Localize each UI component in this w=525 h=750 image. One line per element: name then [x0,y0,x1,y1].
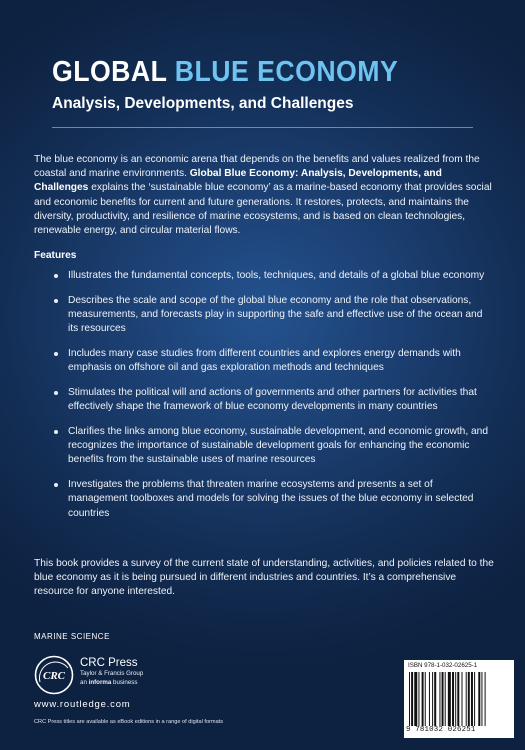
bullet-icon [54,391,58,395]
barcode-bar [485,672,486,726]
intro-text-2: explains the ‘sustainable blue economy’ as a marine-based economy that provides social and economic benefits for current and future generations. It restores, protects, and maintains the diversity, productivity, and resilience of marine ecosystems, and is based on clean technologies, renewable energy, and circular material flows. [34,182,492,237]
bullet-icon [54,352,58,356]
title-word-blue-economy: BLUE ECONOMY [174,56,399,88]
isbn-barcode-box [404,660,514,738]
barcode-bar [439,672,440,726]
barcode-bar [474,672,475,726]
business-prefix: an [80,678,89,686]
bullet-icon [54,430,58,434]
barcode-bar [471,672,473,726]
features-heading: Features [34,250,77,261]
barcode-bar [409,672,410,726]
barcode-bar [478,672,480,726]
bullet-icon [54,274,58,278]
intro-text-1: The blue economy is an economic arena that depends on the benefits and values realized from the coastal and marine environments. [34,154,480,180]
book-title [52,56,398,88]
feature-item [54,294,494,337]
publisher-group: Taylor & Francis Group [80,670,144,677]
bullet-icon [54,483,58,487]
feature-text: Describes the scale and scope of the global blue economy and the role that observations, measurements, and forecasts play in supporting the safe and effective use of the ocean and its resources [68,294,483,335]
barcode-bar [457,672,459,726]
barcode-bar [445,672,446,726]
barcode-bar [414,672,417,726]
barcode-bar [442,672,444,726]
subject-category: MARINE SCIENCE [34,632,110,641]
barcode-bar [455,672,456,726]
feature-text: Illustrates the fundamental concepts, tools, techniques, and details of a global blue economy [68,270,485,281]
feature-item [54,269,494,283]
feature-item [54,347,494,375]
feature-text: Includes many case studies from different countries and explores energy demands with emphasis on offshore oil and gas exploration methods and techniques [68,348,461,374]
barcode-bar [466,672,467,726]
feature-item [54,386,494,414]
features-list [54,269,494,531]
barcode-bar [411,672,413,726]
informa-brand: informa [88,678,112,686]
barcode-bar [434,672,436,726]
isbn-label: ISBN 978-1-032-02625-1 [408,662,478,669]
outro-paragraph: This book provides a survey of the current state of understanding, activities, and policies related to the blue economy as it is being pursued in different industries and countries. It’s a comprehensive resource for anyone interested. [34,558,494,598]
intro-book-title: Global Blue Economy: Analysis, Developments, and Challenges [34,168,442,194]
title-divider [52,127,473,128]
barcode-bar [425,672,426,726]
barcode-digits: 9 781032 026251 [406,726,476,734]
ebook-note: CRC Press titles are available as eBook editions in a range of digital formats [34,719,224,725]
feature-item [54,425,494,468]
barcode-bar [422,672,424,726]
barcode-icon [409,672,509,726]
book-subtitle: Analysis, Developments, and Challenges [52,95,354,112]
barcode-bar [481,672,482,726]
title-word-global: GLOBAL [52,56,167,88]
crc-press-logo-icon [34,655,74,695]
publisher-name: CRC Press [80,657,138,669]
business-suffix: business [111,678,138,686]
barcode-bar [452,672,454,726]
publisher-business [80,679,240,688]
feature-text: Investigates the problems that threaten marine ecosystems and presents a set of management toolboxes and models for solving the issues of the blue economy in selected countries [68,479,474,519]
feature-text: Stimulates the political will and actions of governments and other partners for activities that effectively shape the framework of blue economy developments in many countries [68,387,477,413]
barcode-bar [432,672,433,726]
feature-text: Clarifies the links among blue economy, sustainable development, and economic growth, and recognizes the importance of sustainable development goals for enhancing the economic benefits from the sustainable uses of marine resources [68,426,488,466]
feature-item [54,478,494,521]
barcode-bar [429,672,430,726]
barcode-bar [418,672,419,726]
barcode-bar [468,672,470,726]
publisher-url[interactable]: www.routledge.com [34,699,131,710]
intro-paragraph [34,153,494,238]
barcode-bar [462,672,463,726]
publisher-block [80,657,240,687]
barcode-bar [448,672,451,726]
bullet-icon [54,299,58,303]
logo-text: CRC [42,670,66,682]
